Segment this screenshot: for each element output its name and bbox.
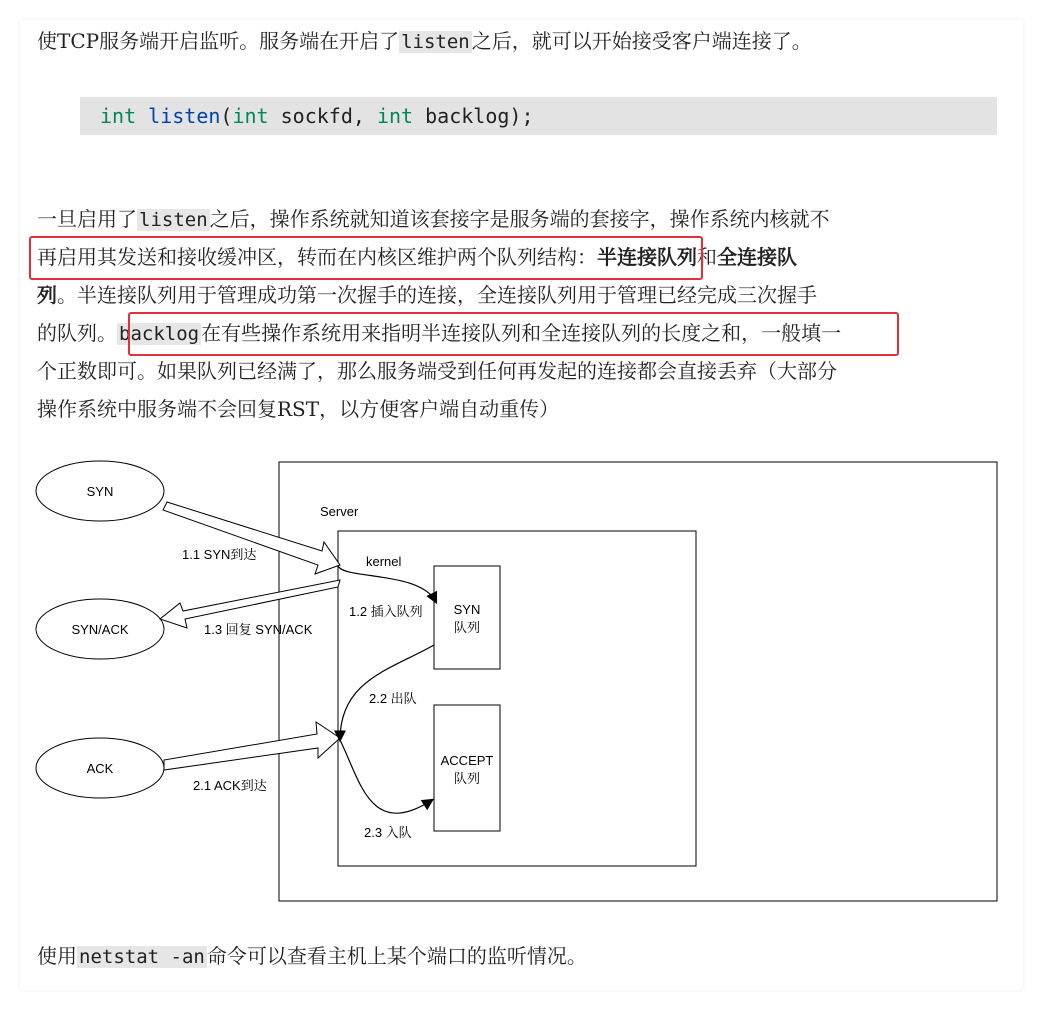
para2-line4: 的队列。 backlog 在有些操作系统用来指明半连接队列和全连接队列的长度之和，一般填一: [37, 321, 842, 345]
netstat-paragraph: 使用 netstat -an 命令可以查看主机上某个端口的监听情况。: [37, 944, 587, 968]
accept-queue-label-1: ACCEPT: [440, 753, 494, 768]
arrow-enqueue: [340, 740, 432, 813]
step-2-1: 2.1 ACK到达: [193, 778, 267, 793]
synack-ellipse-label: SYN/ACK: [71, 622, 129, 637]
tcp-queue-diagram: [0, 440, 1044, 920]
step-2-3: 2.3 入队: [364, 825, 412, 840]
para2-line3: 列。半连接队列用于管理成功第一次握手的连接，全连接队列用于管理已经完成三次握手: [37, 283, 817, 307]
highlight-box-1: [29, 236, 703, 280]
accept-queue-label-2: 队列: [453, 771, 481, 786]
para2-line1: 一旦启用了 listen 之后，操作系统就知道该套接字是服务端的套接字，操作系统内核就不: [37, 207, 830, 231]
server-label: Server: [320, 504, 359, 519]
step-1-3: 1.3 回复 SYN/ACK: [204, 622, 313, 637]
intro-paragraph: 使TCP服务端开启监听。服务端在开启了 listen 之后，就可以开始接受客户端连接了。: [37, 29, 812, 53]
inline-code-listen: listen: [401, 31, 470, 53]
para2-line5: 个正数即可。如果队列已经满了，那么服务端受到任何再发起的连接都会直接丢弃（大部分: [37, 359, 837, 383]
arrow-insert-queue: [338, 565, 436, 602]
step-1-1: 1.1 SYN到达: [182, 547, 257, 562]
step-1-2: 1.2 插入队列: [349, 604, 423, 619]
code-block: int listen(int sockfd, int backlog);: [80, 97, 997, 135]
inline-code-listen-2: listen: [139, 209, 208, 231]
syn-queue-label-1: SYN: [453, 602, 481, 617]
arrow-syn-in: [163, 502, 340, 574]
step-2-2: 2.2 出队: [369, 691, 417, 706]
para2-line2: 再启用其发送和接收缓冲区，转而在内核区维护两个队列结构：半连接队列和全连接队: [37, 245, 797, 269]
accept-queue-box: [434, 705, 500, 831]
arrow-ack-in: [164, 722, 340, 770]
inline-code-netstat: netstat -an: [79, 946, 205, 968]
syn-queue-label-2: 队列: [453, 620, 481, 635]
kernel-label: kernel: [366, 554, 402, 569]
para2-line6: 操作系统中服务端不会回复RST，以方便客户端自动重传）: [37, 397, 560, 421]
inline-code-backlog: backlog: [119, 323, 200, 345]
highlight-box-2: [128, 312, 899, 356]
arrow-synack-out: [160, 580, 340, 628]
bold-half-queue: 半连接队列: [597, 245, 697, 269]
syn-ellipse-label: SYN: [86, 484, 114, 499]
bold-full-queue: 全连接队: [717, 245, 797, 269]
ack-ellipse-label: ACK: [86, 761, 114, 776]
syn-queue-box: [434, 566, 500, 669]
